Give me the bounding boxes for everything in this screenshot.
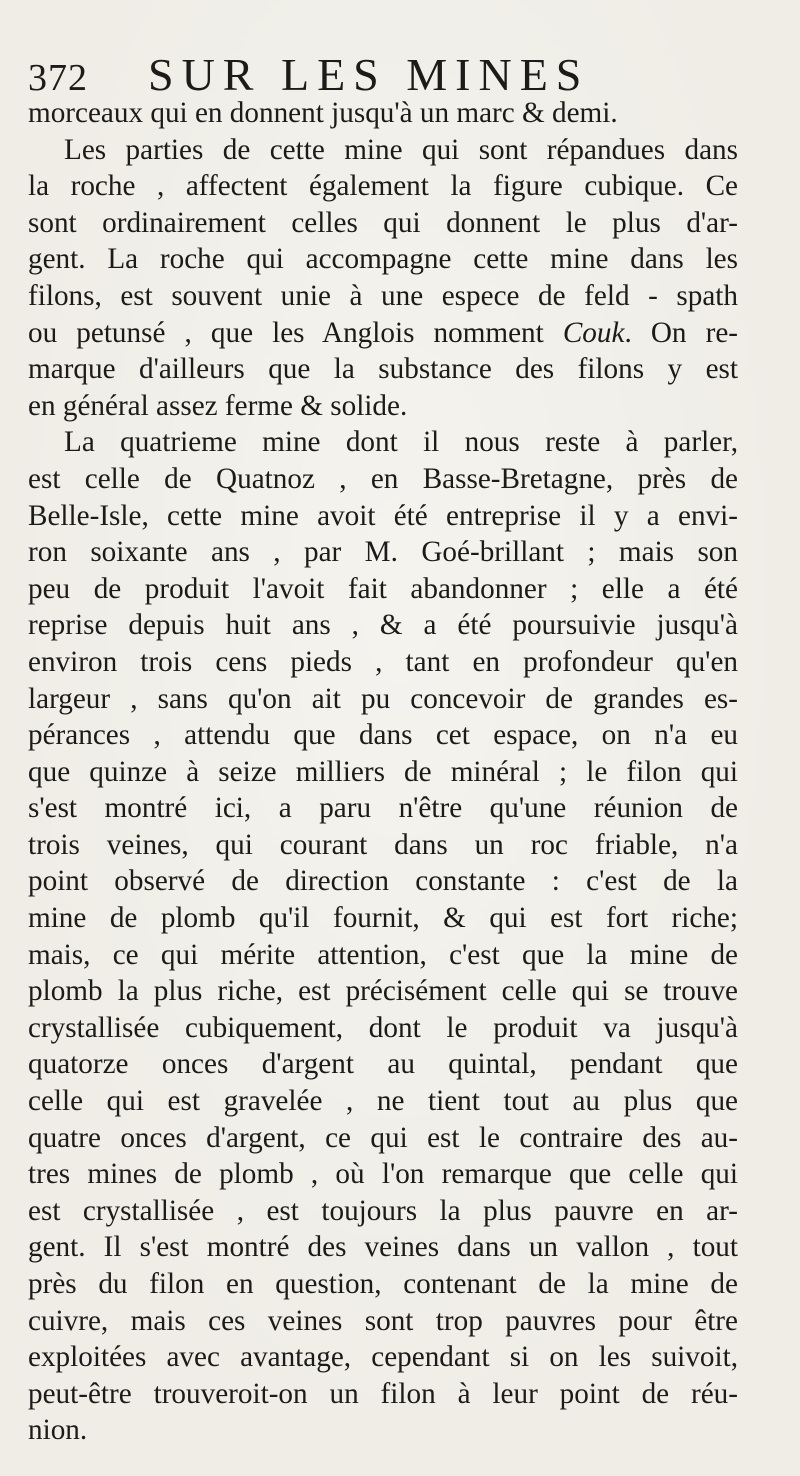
text-line: Les parties de cette mine qui sont répandues dans <box>64 133 738 166</box>
text-line: crystallisée cubiquement, dont le produit va jusqu'à <box>28 1011 738 1044</box>
text-line: mine de plomb qu'il fournit, & qui est fort riche; <box>28 902 738 935</box>
text-line: quatre onces d'argent, ce qui est le contraire des au- <box>28 1121 738 1154</box>
text-line: est crystallisée , est toujours la plus pauvre en ar- <box>28 1194 738 1227</box>
text-line: gent. Il s'est montré des veines dans un vallon , tout <box>28 1231 738 1264</box>
text-line: mais, ce qui mérite attention, c'est que la mine de <box>28 938 738 971</box>
body-text <box>28 95 738 1449</box>
text-line: sont ordinairement celles qui donnent le plus d'ar- <box>28 206 738 239</box>
text-line: environ trois cens pieds , tant en profondeur qu'en <box>28 645 738 678</box>
text-line: est celle de Quatnoz , en Basse-Bretagne, près de <box>28 462 738 495</box>
text-line: Belle-Isle, cette mine avoit été entreprise il y a envi- <box>28 499 738 532</box>
text-line: reprise depuis huit ans , & a été poursuivie jusqu'à <box>28 609 738 642</box>
text-line: La quatrieme mine dont il nous reste à parler, <box>64 426 738 459</box>
text-line: trois veines, qui courant dans un roc friable, n'a <box>28 828 738 861</box>
text-line: largeur , sans qu'on ait pu concevoir de grandes es- <box>28 682 738 715</box>
text-line: morceaux qui en donnent jusqu'à un marc & demi. <box>28 97 618 129</box>
text-line: près du filon en question, contenant de la mine de <box>28 1268 738 1300</box>
text-line: plomb la plus riche, est précisément celle qui se trouve <box>28 975 738 1008</box>
running-title: SUR LES MINES <box>148 49 590 100</box>
text-line: point observé de direction constante : c'est de la <box>28 865 738 898</box>
text-line: filons, est souvent unie à une espece de feld - spath <box>28 279 738 312</box>
text-line: exploitées avec avantage, cependant si on les suivoit, <box>28 1341 738 1374</box>
text-line <box>28 315 738 352</box>
text-line: tres mines de plomb , où l'on remarque que celle qui <box>28 1158 738 1191</box>
text-line: peut-être trouveroit-on un filon à leur point de réu- <box>28 1377 738 1410</box>
text-segment: . On re- <box>624 316 738 349</box>
page-header <box>28 44 788 100</box>
italic-term: Couk <box>562 316 625 349</box>
text-line: cuivre, mais ces veines sont trop pauvres pour être <box>28 1304 738 1337</box>
text-line: pérances , attendu que dans cet espace, on n'a eu <box>28 719 738 752</box>
text-line: ron soixante ans , par M. Goé-brillant ; mais son <box>28 536 738 569</box>
page-number: 372 <box>28 57 88 99</box>
text-line: marque d'ailleurs que la substance des filons y est <box>28 353 738 386</box>
text-segment: ou petunsé , que les Anglois nomment <box>28 316 563 349</box>
text-line: gent. La roche qui accompagne cette mine dans les <box>28 243 738 276</box>
text-line: la roche , affectent également la figure cubique. Ce <box>28 170 738 203</box>
text-line: s'est montré ici, a paru n'être qu'une réunion de <box>28 792 738 825</box>
text-line: peu de produit l'avoit fait abandonner ; elle a été <box>28 572 738 605</box>
text-line: en général assez ferme & solide. <box>28 389 408 422</box>
text-line: celle qui est gravelée , ne tient tout au plus que <box>28 1085 738 1118</box>
text-line: quatorze onces d'argent au quintal, pendant que <box>28 1048 738 1081</box>
text-line: que quinze à seize milliers de minéral ; le filon qui <box>28 755 738 788</box>
text-line: nion. <box>28 1414 88 1447</box>
